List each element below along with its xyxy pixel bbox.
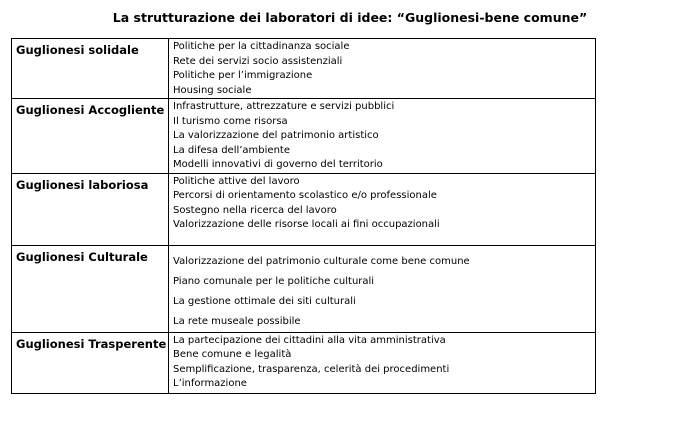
lab-name: Guglionesi Accogliente [16, 103, 165, 117]
table-row-solidale [12, 39, 596, 99]
lab-name: Guglionesi Trasperente [16, 336, 167, 351]
lab-items-cell [169, 173, 596, 245]
list-item: Politiche attive del lavoro [173, 175, 300, 187]
lab-items-cell [169, 39, 596, 99]
lab-items-list [169, 246, 595, 332]
list-item: La difesa dell’ambiente [173, 144, 290, 156]
lab-items-list [169, 99, 595, 173]
table-row-culturale [12, 245, 596, 332]
document-title: La strutturazione dei laboratori di idee: “Guglionesi-bene comune” [112, 10, 588, 25]
lab-name-cell [12, 332, 169, 393]
lab-name: Guglionesi laboriosa [16, 177, 149, 192]
lab-name-cell [12, 39, 169, 99]
list-item: Modelli innovativi di governo del territorio [173, 159, 383, 170]
lab-name: Guglionesi Culturale [16, 249, 148, 264]
lab-name-cell [12, 99, 169, 174]
lab-items-cell [169, 99, 596, 174]
table-row-accogliente [12, 99, 596, 174]
laboratories-table [11, 38, 596, 394]
list-item: Politiche per la cittadinanza sociale [173, 41, 350, 52]
list-item: Rete dei servizi socio assistenziali [173, 55, 343, 67]
list-item: Sostegno nella ricerca del lavoro [173, 204, 337, 216]
list-item: Il turismo come risorsa [173, 115, 288, 127]
list-item: Housing sociale [173, 84, 252, 96]
list-item: Valorizzazione del patrimonio culturale come bene comune [173, 255, 470, 267]
lab-items-list [169, 333, 595, 392]
table-row-trasperente [12, 332, 596, 393]
list-item: La partecipazione dei cittadini alla vita amministrativa [173, 334, 446, 346]
list-item: La rete museale possibile [173, 315, 301, 327]
list-item: Politiche per l’immigrazione [173, 70, 313, 81]
list-item: La gestione ottimale dei siti culturali [173, 295, 356, 307]
lab-name: Guglionesi solidale [16, 43, 139, 57]
list-item: Bene comune e legalità [173, 349, 292, 360]
lab-name-cell [12, 245, 169, 332]
lab-items-list [169, 174, 595, 233]
lab-name-cell [12, 173, 169, 245]
lab-items-list [169, 39, 595, 98]
list-item: La valorizzazione del patrimonio artistico [173, 130, 379, 141]
lab-items-cell [169, 245, 596, 332]
list-item: Percorsi di orientamento scolastico e/o professionale [173, 190, 437, 201]
lab-items-cell [169, 332, 596, 393]
list-item: Semplificazione, trasparenza, celerità dei procedimenti [173, 363, 450, 375]
table-row-laboriosa [12, 173, 596, 245]
list-item: Valorizzazione delle risorse locali ai fini occupazionali [173, 219, 440, 230]
list-item: Infrastrutture, attrezzature e servizi pubblici [173, 101, 395, 112]
list-item: Piano comunale per le politiche culturali [173, 275, 375, 287]
list-item: L’informazione [173, 378, 247, 389]
